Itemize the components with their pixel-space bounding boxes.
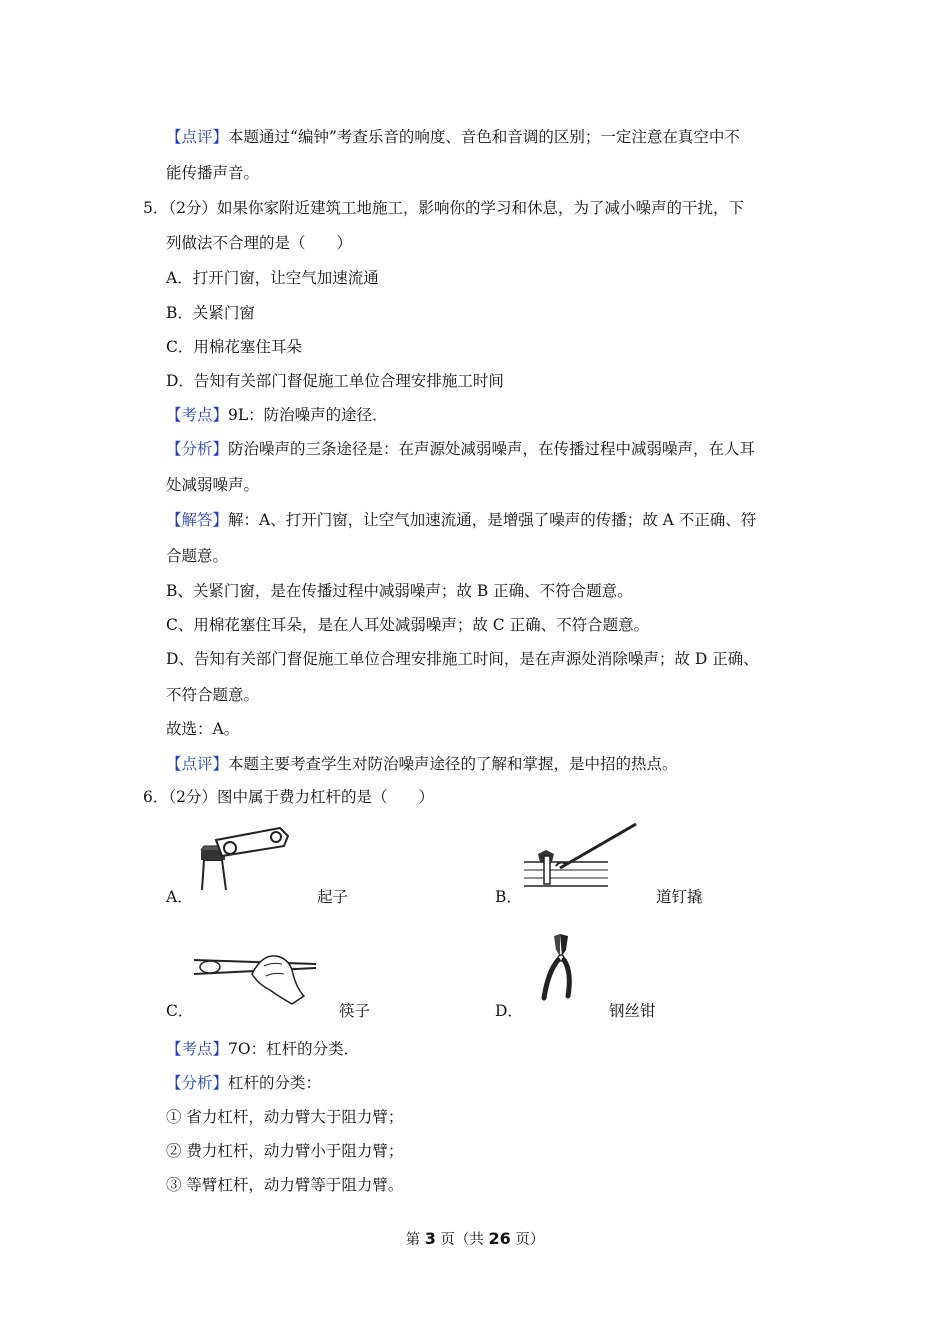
q6-option-a-caption: 起子 [317,888,349,906]
q5-option-c: C．用棉花塞住耳朵 [166,338,302,356]
q6-fenxi: 【分析】杠杆的分类： [166,1074,322,1092]
pliers-figure [538,932,582,1002]
rail-crowbar-figure [520,820,640,892]
q5-jieda-line-4: C、用棉花塞住耳朵，是在人耳处减弱噪声；故 C 正确、不符合题意。 [166,616,650,634]
q6-option-b-caption: 道钉撬 [656,888,703,906]
q6-kaodian: 【考点】7O：杠杆的分类． [166,1040,360,1058]
q6-option-d-caption: 钢丝钳 [609,1002,656,1020]
q4-review-line-2: 能传播声音。 [166,164,260,182]
review-tag: 【点评】 [166,128,229,146]
q5-stem-line-2: 列做法不合理的是（ ） [166,234,353,252]
q5-option-b: B．关紧门窗 [166,304,255,322]
total-pages: 26 [488,1229,511,1248]
q6-option-c-letter: C． [166,1002,194,1020]
q6-item-3: ③ 等臂杠杆，动力臂等于阻力臂。 [166,1176,404,1194]
q5-jieda-line-5: D、告知有关部门督促施工单位合理安排施工时间，是在声源处消除噪声；故 D 正确、 [166,650,759,668]
q5-option-a: A．打开门窗，让空气加速流通 [166,269,379,287]
q5-jieda-line-2: 合题意。 [166,547,229,565]
q6-stem: 6．（2分）图中属于费力杠杆的是（ ） [143,788,434,806]
q6-option-d-letter: D． [495,1002,523,1020]
q5-answer: 故选：A。 [166,720,240,738]
q5-fenxi-line-2: 处减弱噪声。 [166,476,260,494]
q5-stem-line-1: 5．（2分）如果你家附近建筑工地施工，影响你的学习和休息，为了减小噪声的干扰，下 [143,199,744,217]
page-footer: 第 3 页（共 26 页） [405,1229,545,1248]
q6-item-2: ② 费力杠杆，动力臂小于阻力臂； [166,1142,404,1160]
q5-fenxi-line-1: 【分析】防治噪声的三条途径是：在声源处减弱噪声，在传播过程中减弱噪声，在人耳 [166,440,756,458]
q4-review-line-1: 【点评】本题通过“编钟”考查乐音的响度、音色和音调的区别；一定注意在真空中不 [166,128,740,146]
q5-jieda-line-1: 【解答】解：A、打开门窗，让空气加速流通，是增强了噪声的传播；故 A 不正确、符 [166,511,757,529]
q6-option-b-letter: B． [495,888,522,906]
q5-jieda-line-6: 不符合题意。 [166,686,260,704]
page-number: 3 [424,1229,436,1248]
q5-option-d: D．告知有关部门督促施工单位合理安排施工时间 [166,372,504,390]
q5-jieda-line-3: B、关紧门窗，是在传播过程中减弱噪声；故 B 正确、不符合题意。 [166,582,633,600]
q6-option-c-caption: 筷子 [339,1002,371,1020]
q6-option-a-letter: A． [166,888,193,906]
bottle-opener-figure [192,826,294,890]
q5-dianping: 【点评】本题主要考查学生对防治噪声途径的了解和掌握，是中招的热点。 [166,755,678,773]
chopsticks-figure [192,944,318,1010]
q6-item-1: ① 省力杠杆，动力臂大于阻力臂； [166,1108,404,1126]
q5-kaodian: 【考点】9L：防治噪声的途径． [166,406,388,424]
